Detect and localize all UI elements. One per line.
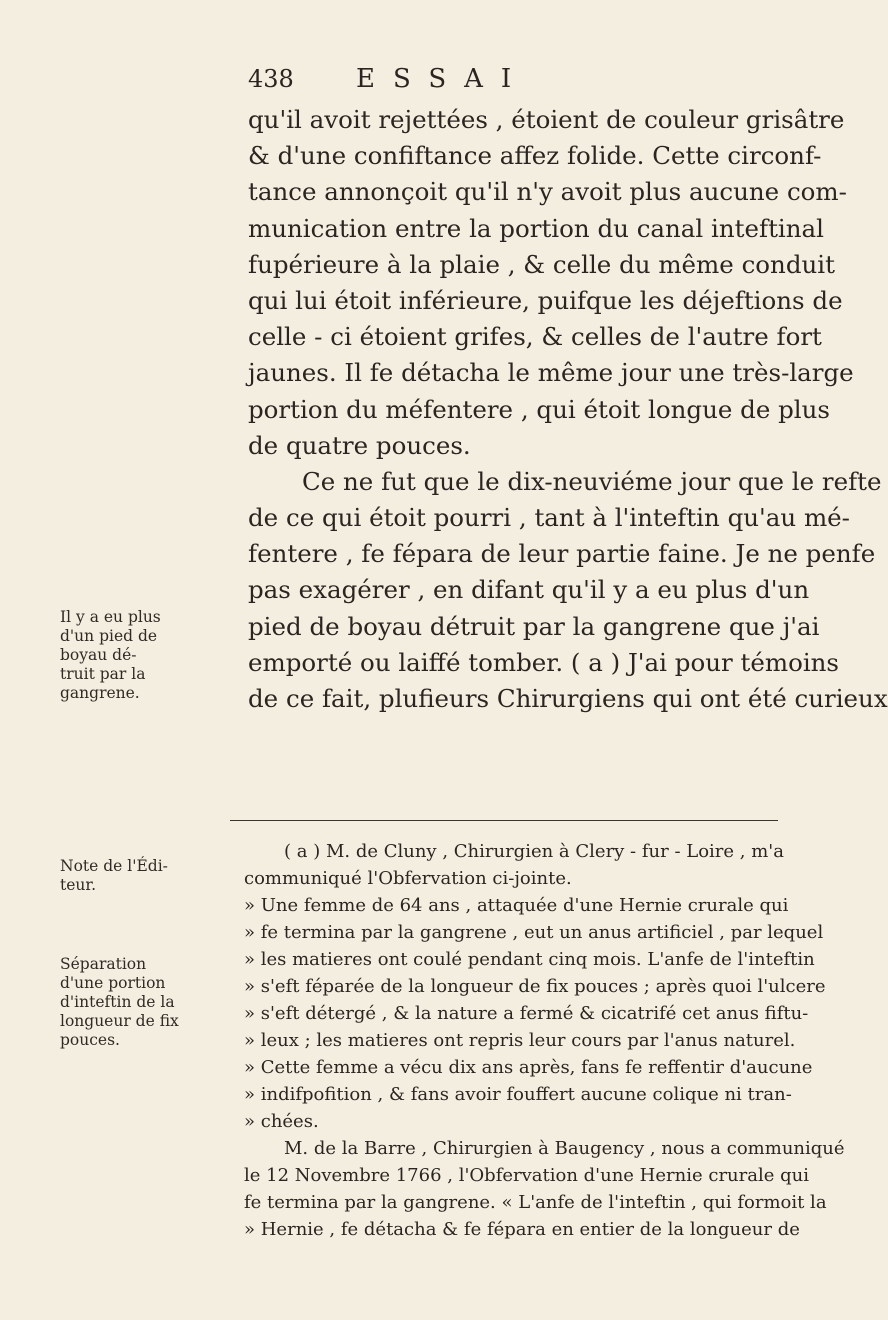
text-line: celle - ci étoient grifes, & celles de l'autre fort <box>248 322 822 352</box>
footnote-line: M. de la Barre , Chirurgien à Baugency , nous a communiqué <box>284 1138 845 1159</box>
margin-note-line: Note de l'Édi- <box>60 857 168 875</box>
footnote-line: » Cette femme a vécu dix ans après, fans fe reffentir d'aucune <box>244 1057 813 1078</box>
margin-note-line: gangrene. <box>60 684 140 702</box>
margin-note-line: boyau dé- <box>60 646 137 664</box>
text-line: fupérieure à la plaie , & celle du même conduit <box>248 249 835 279</box>
margin-note-line: d'un pied de <box>60 627 158 645</box>
footnote-block <box>244 838 845 1243</box>
text-line: de quatre pouces. <box>248 430 471 460</box>
margin-note-line: longueur de fix <box>60 1012 179 1030</box>
margin-note-separation <box>60 955 178 1050</box>
footnote-line: » Hernie , fe détacha & fe fépara en entier de la longueur de <box>244 1219 800 1240</box>
footnote-line: » indifpofition , & fans avoir fouffert aucune colique ni tran- <box>244 1084 792 1105</box>
footnote-line: » leux ; les matieres ont repris leur cours par l'anus naturel. <box>244 1030 796 1051</box>
footnote-divider <box>230 820 778 821</box>
margin-note-line: pouces. <box>60 1031 120 1049</box>
margin-note-line: d'inteftin de la <box>60 993 175 1011</box>
text-line: munication entre la portion du canal inteftinal <box>248 213 824 243</box>
page-number: 438 <box>248 65 294 93</box>
footnote-line: le 12 Novembre 1766 , l'Obfervation d'une Hernie crurale qui <box>244 1165 809 1186</box>
text-line: & d'une confiftance affez folide. Cette circonf- <box>248 141 822 171</box>
footnote-line: » s'eft féparée de la longueur de fix pouces ; après quoi l'ulcere <box>244 976 826 997</box>
text-line: pied de boyau détruit par la gangrene que j'ai <box>248 611 820 641</box>
margin-note-line: teur. <box>60 876 97 894</box>
text-line: jaunes. Il fe détacha le même jour une très-large <box>248 358 854 388</box>
footnote-line: ( a ) M. de Cluny , Chirurgien à Clery - fur - Loire , m'a <box>284 841 784 862</box>
text-line: pas exagérer , en difant qu'il y a eu plus d'un <box>248 575 810 605</box>
margin-note-line: d'une portion <box>60 974 166 992</box>
text-line: qu'il avoit rejettées , étoient de couleur grisâtre <box>248 105 845 134</box>
margin-note-editor <box>60 857 178 895</box>
footnote-line: » chées. <box>244 1111 319 1132</box>
text-line: de ce fait, plufieurs Chirurgiens qui ont été curieux <box>248 684 888 713</box>
running-header <box>248 64 529 94</box>
text-line: fentere , fe fépara de leur partie faine. Je ne penfe <box>248 539 876 569</box>
margin-note-line: Séparation <box>60 955 147 973</box>
margin-note-line: truit par la <box>60 665 146 683</box>
running-title: ESSAI <box>356 64 530 94</box>
text-line: emporté ou laiffé tomber. ( a ) J'ai pour témoins <box>248 647 840 677</box>
margin-note-gangrene <box>60 608 178 703</box>
text-line: tance annonçoit qu'il n'y avoit plus aucune com- <box>248 177 847 207</box>
footnote-line: » les matieres ont coulé pendant cinq mois. L'anfe de l'inteftin <box>244 949 815 970</box>
footnote-line: communiqué l'Obfervation ci-jointe. <box>244 868 572 889</box>
footnote-line: fe termina par la gangrene. « L'anfe de l'inteftin , qui formoit la <box>244 1192 827 1213</box>
footnote-line: » fe termina par la gangrene , eut un anus artificiel , par lequel <box>244 922 824 943</box>
footnote-line: » s'eft détergé , & la nature a fermé & cicatrifé cet anus fiftu- <box>244 1003 809 1024</box>
text-line: qui lui étoit inférieure, puifque les déjeftions de <box>248 285 843 315</box>
margin-note-line: Il y a eu plus <box>60 608 161 626</box>
text-line: de ce qui étoit pourri , tant à l'inteftin qu'au mé- <box>248 503 850 533</box>
footnote-line: » Une femme de 64 ans , attaquée d'une Hernie crurale qui <box>244 895 789 916</box>
text-line: portion du méfentere , qui étoit longue de plus <box>248 394 830 424</box>
main-text-block <box>248 102 888 717</box>
text-line: Ce ne fut que le dix-neuviéme jour que le refte <box>302 466 882 496</box>
